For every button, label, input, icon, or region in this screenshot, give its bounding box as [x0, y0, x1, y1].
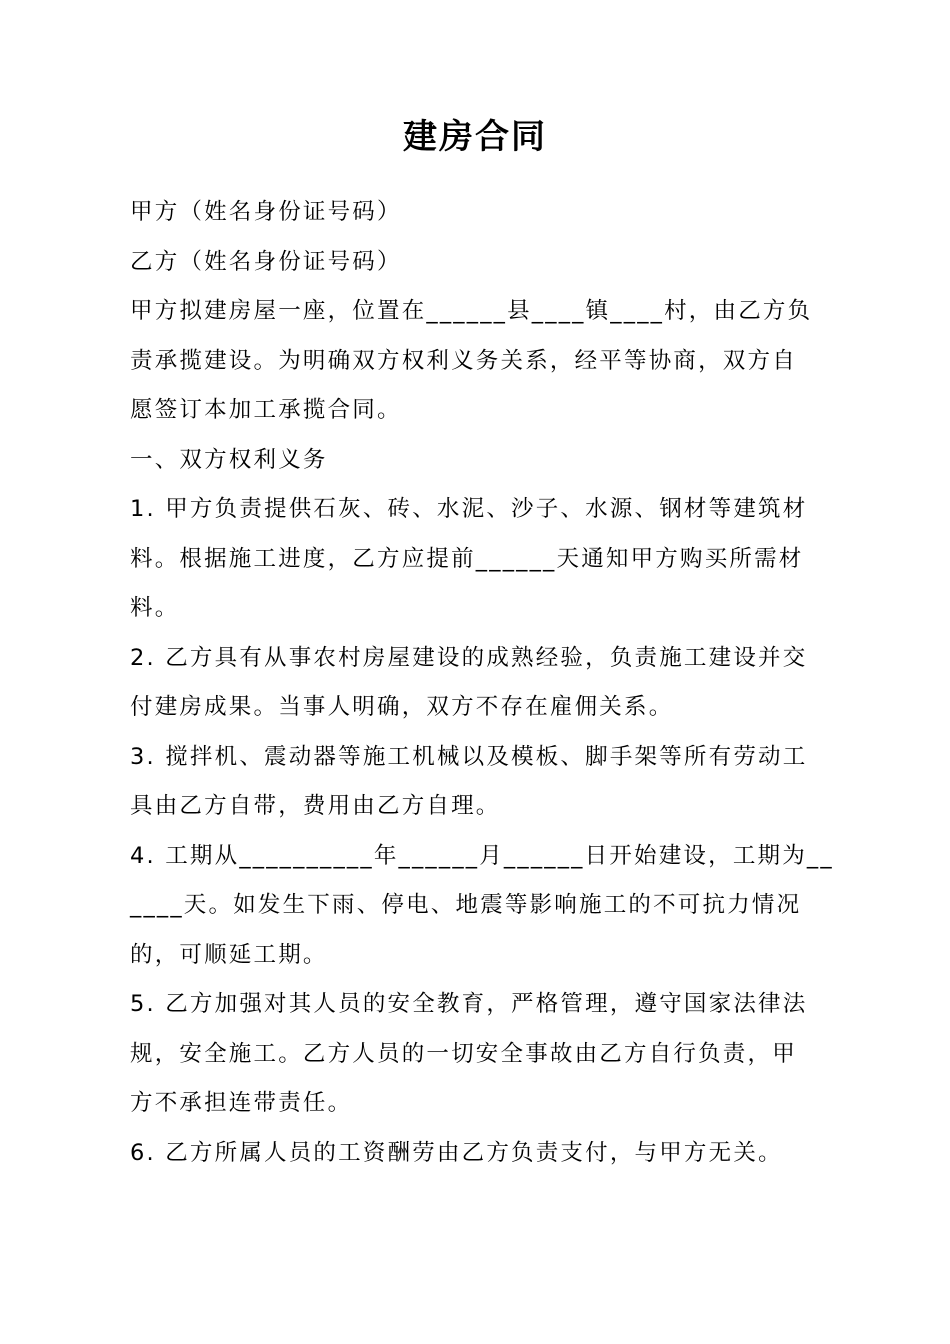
clause-line: 料。根据施工进度，乙方应提前______天通知甲方购买所需材	[130, 545, 804, 572]
clause-5	[130, 980, 822, 1129]
party-b-line: 乙方（姓名身份证号码）	[130, 248, 402, 275]
clause-line: 4. 工期从__________年______月______日开始建设，工期为__	[130, 842, 834, 869]
clause-line: 6. 乙方所属人员的工资酬劳由乙方负责支付，与甲方无关。	[130, 1139, 783, 1166]
clause-line: 方不承担连带责任。	[130, 1090, 353, 1116]
clause-6	[130, 1129, 822, 1179]
intro-line: 责承揽建设。为明确双方权利义务关系，经平等协商，双方自	[130, 347, 797, 374]
clause-line: 5. 乙方加强对其人员的安全教育，严格管理，遵守国家法律法	[130, 991, 808, 1017]
clause-4	[130, 832, 834, 981]
party-a-line: 甲方（姓名身份证号码）	[130, 199, 402, 225]
clause-1	[130, 485, 822, 634]
clause-line: 付建房成果。当事人明确，双方不存在雇佣关系。	[130, 694, 674, 720]
intro-line: 甲方拟建房屋一座，位置在______县____镇____村，由乙方负	[130, 298, 813, 324]
clause-2	[130, 634, 822, 733]
intro-line: 愿签订本加工承揽合同。	[130, 397, 402, 423]
clause-3	[130, 733, 822, 832]
clause-line: ____天。如发生下雨、停电、地震等影响施工的不可抗力情况	[130, 892, 802, 918]
clause-line: 3. 搅拌机、震动器等施工机械以及模板、脚手架等所有劳动工	[130, 743, 808, 770]
clause-line: 1. 甲方负责提供石灰、砖、水泥、沙子、水源、钢材等建筑材	[130, 496, 808, 522]
clause-line: 的，可顺延工期。	[130, 941, 328, 968]
clause-line: 料。	[130, 595, 180, 621]
document-title: 建房合同	[403, 117, 547, 157]
clause-line: 2. 乙方具有从事农村房屋建设的成熟经验，负责施工建设并交	[130, 644, 808, 671]
clause-line: 规，安全施工。乙方人员的一切安全事故由乙方自行负责，甲	[130, 1040, 797, 1067]
section-heading-rights-obligations: 一、双方权利义务	[130, 446, 328, 473]
intro-paragraph	[130, 287, 822, 436]
clause-line: 具由乙方自带，费用由乙方自理。	[130, 793, 501, 819]
contract-body	[130, 188, 834, 1178]
